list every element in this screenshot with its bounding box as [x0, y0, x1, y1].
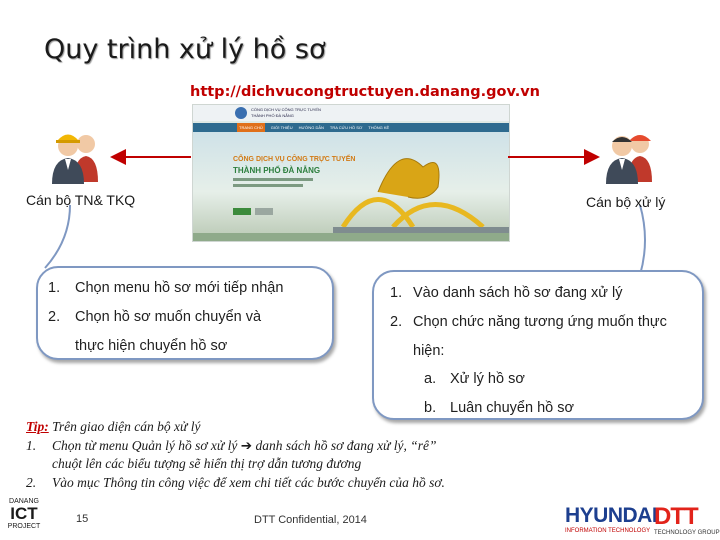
- portal-url[interactable]: http://dichvucongtructuyen.danang.gov.vn: [190, 84, 541, 100]
- portal-header-text-1: CỔNG DỊCH VỤ CÔNG TRỰC TUYẾN: [251, 107, 321, 112]
- banner-line-1: CỔNG DỊCH VỤ CÔNG TRỰC TUYẾN: [233, 156, 356, 163]
- tip-intro: Trên giao diện cán bộ xử lý: [52, 419, 201, 434]
- left-step-1-num: 1.: [48, 280, 61, 296]
- portal-nav-item[interactable]: THỐNG KÊ: [368, 125, 390, 130]
- arrow-right-icon: ➔: [240, 437, 253, 453]
- logo-left-top: DANANG: [9, 498, 39, 505]
- right-sub-b-label: b.: [424, 400, 437, 416]
- hyundai-text: HYUNDAI: [565, 504, 658, 527]
- confidential-label: DTT Confidential, 2014: [254, 514, 367, 526]
- right-step-1: Vào danh sách hồ sơ đang xử lý: [413, 285, 623, 301]
- tip-line-0: [26, 418, 706, 437]
- right-step-2b: hiện:: [413, 343, 445, 359]
- tip-item-1: [26, 437, 706, 456]
- portal-nav-item[interactable]: GIỚI THIỆU: [270, 125, 293, 130]
- page-number: 15: [76, 513, 89, 525]
- logo-left-main: ICT: [10, 504, 38, 523]
- right-sub-b: Luân chuyển hồ sơ: [450, 400, 574, 416]
- tip-item-2: [26, 474, 706, 493]
- tip-1c: chuột lên các biểu tượng sẽ hiển thị trợ dẫn tương đương: [52, 456, 362, 471]
- right-step-2a: Chọn chức năng tương ứng muốn thực: [413, 314, 667, 330]
- dtt-text: DTT: [654, 503, 698, 530]
- hyundai-sub: INFORMATION TECHNOLOGY: [565, 528, 651, 534]
- hyundai-logo: [565, 505, 657, 535]
- tip-1-text: [52, 437, 437, 456]
- tip-2-text: Vào mục Thông tin công việc để xem chi tiết các bước chuyển của hồ sơ.: [52, 474, 445, 490]
- left-step-2a: Chọn hồ sơ muốn chuyển và: [75, 309, 262, 325]
- logo-left-bottom: PROJECT: [7, 523, 41, 530]
- tip-1-num: 1.: [26, 437, 37, 453]
- portal-nav-item[interactable]: TRANG CHỦ: [239, 125, 263, 130]
- right-role-label: Cán bộ xử lý: [586, 194, 666, 210]
- tip-1a: Chọn từ menu Quản lý hồ sơ xử lý: [52, 437, 238, 453]
- right-step-1-num: 1.: [390, 285, 403, 301]
- danang-ict-logo: [4, 498, 44, 540]
- staff-reception-icon: [48, 124, 104, 184]
- banner-line-2: THÀNH PHỐ ĐÀ NẴNG: [233, 166, 321, 175]
- portal-nav-item[interactable]: HƯỚNG DẪN: [298, 125, 324, 130]
- left-step-1: Chọn menu hồ sơ mới tiếp nhận: [75, 280, 284, 296]
- portal-nav-item[interactable]: TRA CỨU HỒ SƠ: [329, 125, 363, 130]
- page-title: Quy trình xử lý hồ sơ: [44, 34, 326, 65]
- right-connector: [640, 205, 645, 275]
- right-sub-a: Xử lý hồ sơ: [450, 371, 525, 387]
- tip-section: [26, 418, 706, 492]
- left-step-2b: thực hiện chuyển hồ sơ: [75, 338, 228, 354]
- right-sub-a-label: a.: [424, 371, 437, 387]
- portal-header-text-2: THÀNH PHỐ ĐÀ NẴNG: [251, 113, 294, 118]
- staff-processor-icon: [602, 124, 658, 184]
- left-role-label: Cán bộ TN& TKQ: [26, 192, 136, 208]
- left-connector: [45, 205, 70, 268]
- dtt-sub: TECHNOLOGY GROUP: [654, 530, 720, 536]
- tip-label: Tip:: [26, 419, 49, 434]
- tip-1b: danh sách hồ sơ đang xử lý, “rê”: [255, 437, 437, 453]
- dtt-logo: [654, 505, 720, 537]
- tip-2-num: 2.: [26, 474, 37, 490]
- right-step-2-num: 2.: [390, 314, 403, 330]
- left-step-2-num: 2.: [48, 309, 61, 325]
